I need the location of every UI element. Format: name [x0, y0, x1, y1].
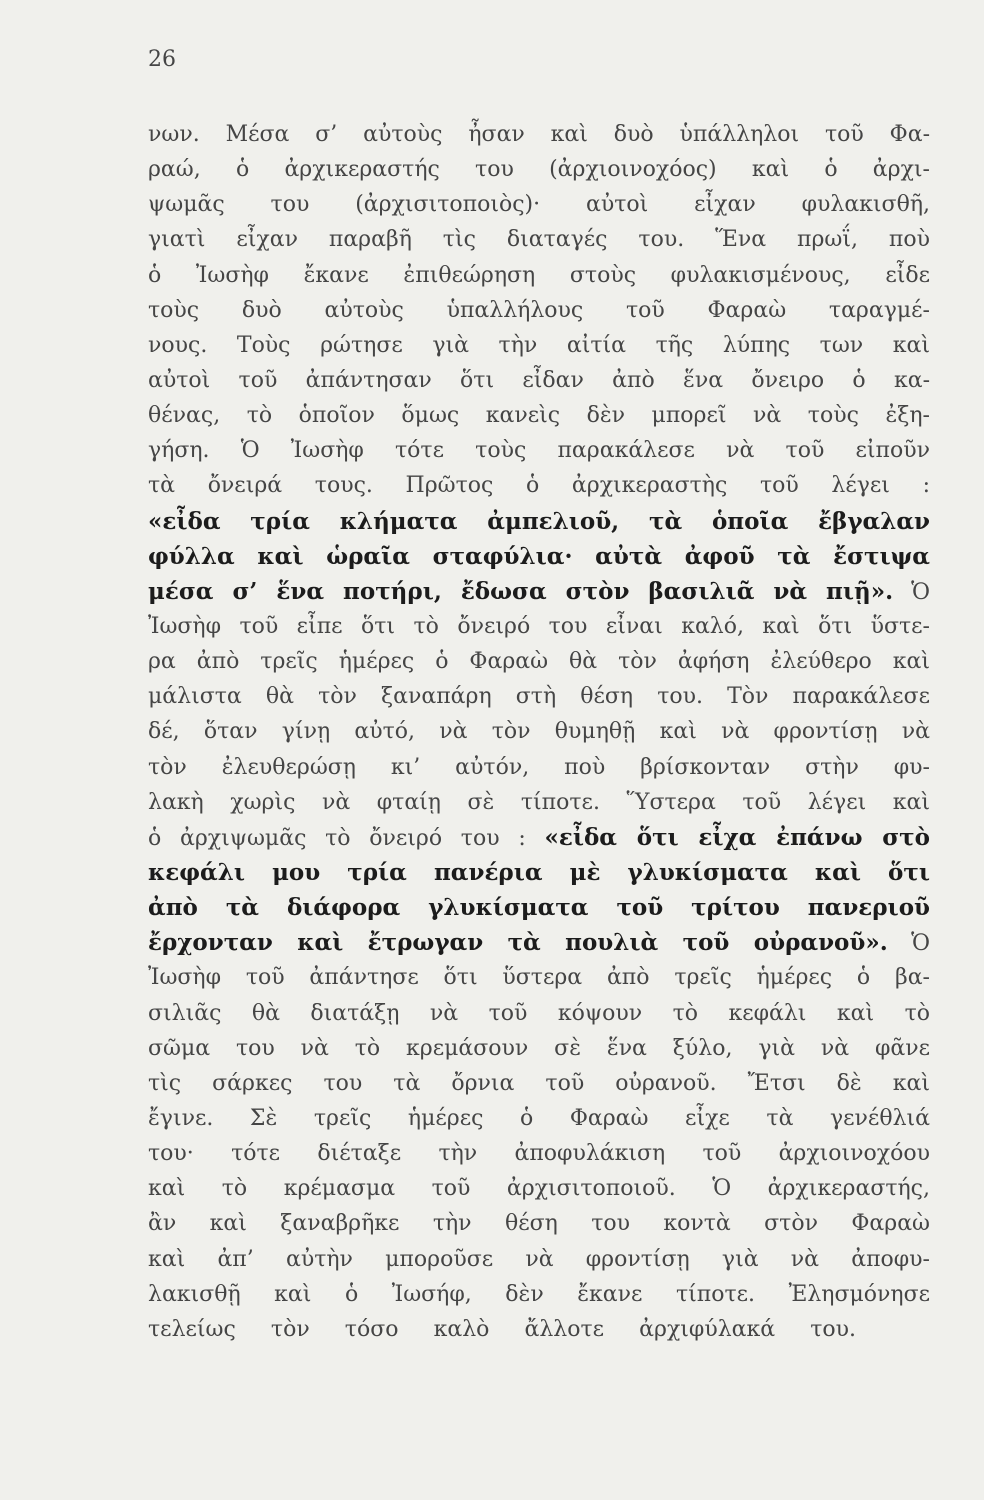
quotation-line: «εἶδα τρία κλήματα ἀμπελιοῦ, τὰ ὁποῖα ἔβγαλαν: [148, 507, 930, 535]
text-line: τὶς σάρκες του τὰ ὄρνια τοῦ οὐρανοῦ. Ἔτσι δὲ καὶ: [148, 1070, 930, 1096]
text-line: γιατὶ εἶχαν παραβῆ τὶς διαταγές του. Ἕνα πρωΐ, ποὺ: [148, 227, 930, 253]
text-line: λακισθῇ καὶ ὁ Ἰωσήφ, δὲν ἔκανε τίποτε. Ἐλησμόνησε: [148, 1281, 930, 1307]
quotation-segment: μέσα σ’ ἕνα ποτήρι, ἔδωσα στὸν βασιλιᾶ νὰ πιῇ».: [148, 577, 894, 605]
page-number: 26: [148, 47, 176, 72]
text-line: μάλιστα θὰ τὸν ξαναπάρη στὴ θέση του. Τὸν παρακάλεσε: [148, 684, 930, 710]
text-line: σῶμα του νὰ τὸ κρεμάσουν σὲ ἕνα ξύλο, γιὰ νὰ φᾶνε: [148, 1035, 930, 1061]
text-line: ρα ἀπὸ τρεῖς ἡμέρες ὁ Φαραὼ θὰ τὸν ἀφήση ἐλεύθερο καὶ: [148, 649, 930, 675]
quotation-line: κεφάλι μου τρία πανέρια μὲ γλυκίσματα καὶ ὅτι: [148, 858, 930, 886]
text-line: νους. Τοὺς ρώτησε γιὰ τὴν αἰτία τῆς λύπης των καὶ: [148, 332, 930, 358]
body-text: [148, 117, 930, 1347]
text-line: ἂν καὶ ξαναβρῆκε τὴν θέση του κοντὰ στὸν Φαραὼ: [148, 1211, 930, 1237]
quotation-segment: ἔρχονταν καὶ ἔτρωγαν τὰ πουλιὰ τοῦ οὐρανοῦ».: [148, 929, 888, 957]
text-line: καὶ ἀπ’ αὐτὴν μποροῦσε νὰ φροντίσῃ γιὰ νὰ ἀποφυ-: [148, 1246, 930, 1272]
final-text-line: τελείως τὸν τόσο καλὸ ἄλλοτε ἀρχιφύλακά του.: [148, 1316, 856, 1342]
text-line: αὐτοὶ τοῦ ἀπάντησαν ὅτι εἶδαν ἀπὸ ἕνα ὄνειρο ὁ κα-: [148, 367, 930, 393]
text-line: [148, 925, 930, 960]
text-line: τὰ ὄνειρά τους. Πρῶτος ὁ ἀρχικεραστὴς τοῦ λέγει :: [148, 473, 930, 499]
text-line: σιλιᾶς θὰ διατάξῃ νὰ τοῦ κόψουν τὸ κεφάλι καὶ τὸ: [148, 1000, 930, 1026]
text-segment: Ὁ: [911, 579, 930, 605]
text-line: θένας, τὸ ὁποῖον ὅμως κανεὶς δὲν μπορεῖ νὰ τοὺς ἐξη-: [148, 403, 930, 429]
text-line: Ἰωσὴφ τοῦ εἶπε ὅτι τὸ ὄνειρό του εἶναι καλό, καὶ ὅτι ὕστε-: [148, 613, 930, 639]
text-line: ὁ Ἰωσὴφ ἔκανε ἐπιθεώρηση στοὺς φυλακισμένους, εἶδε: [148, 262, 930, 288]
text-line: [148, 574, 930, 609]
text-line: νων. Μέσα σ’ αὐτοὺς ἦσαν καὶ δυὸ ὑπάλληλοι τοῦ Φα-: [148, 122, 930, 147]
quotation-line: ἀπὸ τὰ διάφορα γλυκίσματα τοῦ τρίτου πανεριοῦ: [148, 894, 930, 922]
text-line: τοὺς δυὸ αὐτοὺς ὑπαλλήλους τοῦ Φαραὼ ταραγμέ-: [148, 297, 930, 323]
text-line: δέ, ὅταν γίνῃ αὐτό, νὰ τὸν θυμηθῇ καὶ νὰ φροντίσῃ νὰ: [148, 719, 930, 745]
text-line: τὸν ἐλευθερώσῃ κι’ αὐτόν, ποὺ βρίσκονταν στὴν φυ-: [148, 754, 930, 780]
text-segment: Ὁ: [911, 931, 930, 957]
text-line: Ἰωσὴφ τοῦ ἀπάντησε ὅτι ὕστερα ἀπὸ τρεῖς ἡμέρες ὁ βα-: [148, 965, 930, 991]
quotation-segment: «εἶδα ὅτι εἶχα ἐπάνω στὸ: [544, 823, 930, 851]
text-line: ραώ, ὁ ἀρχικεραστής του (ἀρχιοινοχόος) καὶ ὁ ἀρχι-: [148, 157, 930, 183]
text-line: ψωμᾶς του (ἀρχισιτοποιὸς)· αὐτοὶ εἶχαν φυλακισθῆ,: [148, 192, 930, 218]
text-line: καὶ τὸ κρέμασμα τοῦ ἀρχισιτοποιοῦ. Ὁ ἀρχικεραστής,: [148, 1176, 930, 1202]
quotation-line: φύλλα καὶ ὡραῖα σταφύλια· αὐτὰ ἀφοῦ τὰ ἔστιψα: [148, 542, 930, 570]
text-line: γήση. Ὁ Ἰωσὴφ τότε τοὺς παρακάλεσε νὰ τοῦ εἰποῦν: [148, 438, 930, 464]
text-line: λακὴ χωρὶς νὰ φταίῃ σὲ τίποτε. Ὕστερα τοῦ λέγει καὶ: [148, 789, 930, 815]
text-line: [148, 820, 930, 855]
text-line: ἔγινε. Σὲ τρεῖς ἡμέρες ὁ Φαραὼ εἶχε τὰ γενέθλιά: [148, 1105, 930, 1131]
text-segment: ὁ ἀρχιψωμᾶς τὸ ὄνειρό του :: [148, 825, 526, 851]
text-line: του· τότε διέταξε τὴν ἀποφυλάκιση τοῦ ἀρχιοινοχόου: [148, 1141, 930, 1167]
